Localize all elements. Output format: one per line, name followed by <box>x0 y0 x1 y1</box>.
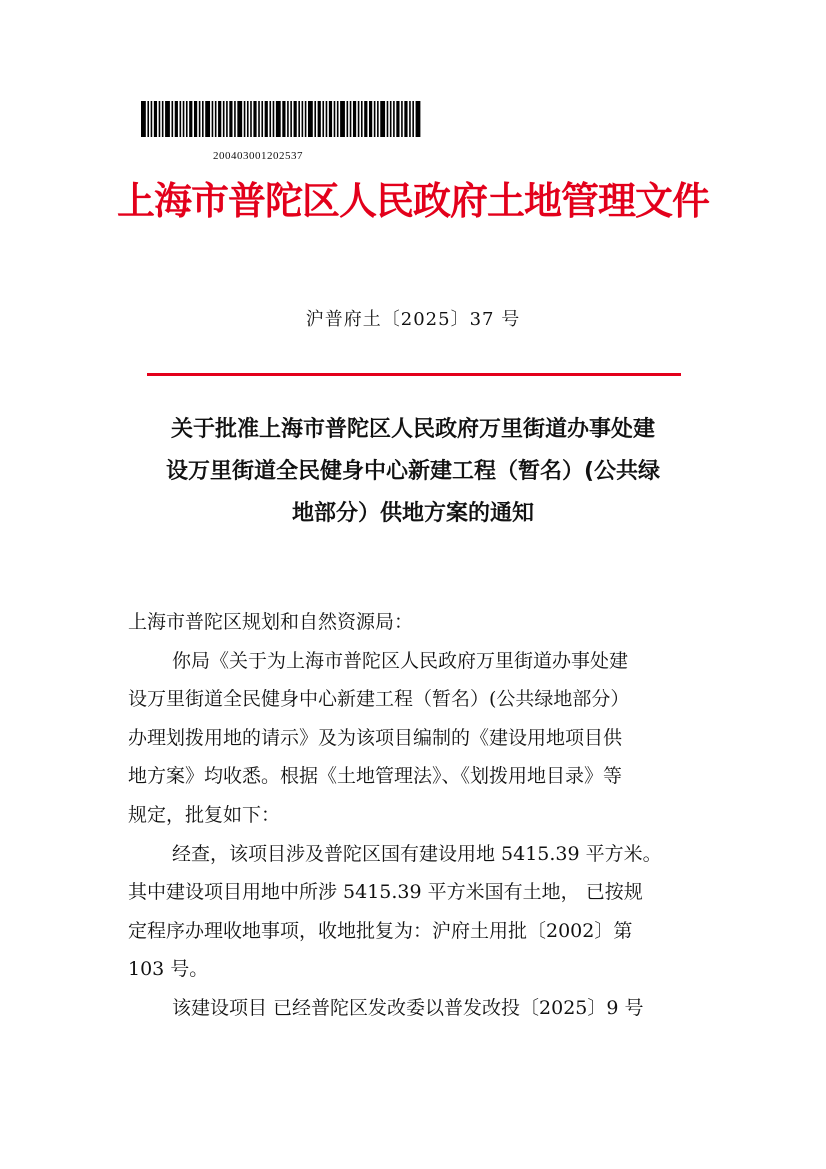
barcode-bar <box>141 101 146 137</box>
barcode-bar <box>194 101 197 137</box>
barcode-bar <box>186 101 188 137</box>
barcode-bar <box>369 101 372 137</box>
barcode-bar <box>202 101 204 137</box>
barcode-bar <box>199 101 201 137</box>
paragraph-line: 经查，该项目涉及普陀区国有建设用地 5415.39 平方米。 <box>172 842 662 865</box>
paragraph-line: 设万里街道全民健身中心新建工程（暂名）(公共绿地部分） <box>128 688 630 711</box>
notice-subject <box>122 409 704 535</box>
barcode-bar <box>416 101 421 137</box>
barcode-bar <box>226 101 228 137</box>
barcode-bar <box>183 101 185 137</box>
barcode-bar <box>244 101 246 137</box>
barcode-bar <box>322 101 324 137</box>
subject-line: 设万里街道全民健身中心新建工程（暂名）(公共绿 <box>165 459 661 484</box>
paragraph-line: 定程序办理收地事项，收地批复为：沪府土用批〔2002〕第 <box>128 919 633 942</box>
barcode-bar <box>361 101 363 137</box>
barcode-bar <box>175 101 178 137</box>
barcode-bar <box>269 101 271 137</box>
barcode-bar <box>180 101 182 137</box>
barcode-bar <box>364 101 367 137</box>
barcode-bar <box>218 101 221 137</box>
paragraph-line: 其中建设项目用地中所涉 5415.39 平方米国有土地， 已按规 <box>128 881 643 904</box>
barcode-bar <box>404 101 407 137</box>
paragraph <box>128 989 713 1028</box>
barcode-bar <box>377 101 379 137</box>
barcode-bar <box>162 101 164 137</box>
barcode-bar <box>261 101 263 137</box>
barcode-bar <box>215 101 217 137</box>
barcode-bar <box>396 101 399 137</box>
barcode-bar <box>350 101 352 137</box>
paragraph <box>128 642 713 835</box>
barcode-bar <box>212 101 214 137</box>
barcode-bar <box>159 101 161 137</box>
addressee: 上海市普陀区规划和自然资源局： <box>128 611 414 633</box>
paragraph-line: 该建设项目 已经普陀区发改委以普发改投〔2025〕9 号 <box>172 996 644 1019</box>
barcode-bar <box>302 101 304 137</box>
notice-body <box>128 603 713 1028</box>
barcode-bar <box>247 101 249 137</box>
barcode-bar <box>147 101 149 137</box>
barcode-bar <box>223 101 225 137</box>
barcode-bar <box>287 101 289 137</box>
barcode-number: 200403001202537 <box>213 150 303 162</box>
barcode-bar <box>250 101 252 137</box>
barcode-bar <box>276 101 281 137</box>
barcode-bar <box>237 101 242 137</box>
barcode-bar <box>329 101 332 137</box>
paragraph-line: 办理划拨用地的请示》及为该项目编制的《建设用地项目供 <box>128 726 623 749</box>
barcode-bar <box>273 101 275 137</box>
barcode-bar <box>172 101 174 137</box>
document-number: 沪普府土〔2025〕37 号 <box>305 309 521 330</box>
barcode-bar <box>340 101 345 137</box>
barcode-bar <box>387 101 389 137</box>
red-divider-line <box>147 373 681 376</box>
barcode-bar <box>358 101 360 137</box>
barcode-bar <box>314 101 316 137</box>
paragraph <box>128 835 713 989</box>
barcode-bar <box>258 101 260 137</box>
barcode-bar <box>229 101 232 137</box>
paragraph-line: 地方案》均收悉。根据《土地管理法》、《划拨用地目录》等 <box>128 765 623 788</box>
barcode-bar <box>318 101 321 137</box>
barcode-bar <box>151 101 153 137</box>
subject-line: 关于批准上海市普陀区人民政府万里街道办事处建 <box>170 417 655 442</box>
paragraph-line: 规定，批复如下： <box>128 803 281 826</box>
barcode-bar <box>401 101 403 137</box>
barcode-bar <box>409 101 411 137</box>
barcode-bar <box>234 101 236 137</box>
barcode-bar <box>290 101 292 137</box>
barcode-bar <box>390 101 392 137</box>
barcode-bar <box>154 101 157 137</box>
barcode-bar <box>337 101 339 137</box>
barcode-bar <box>347 101 349 137</box>
barcode-bar <box>380 101 385 137</box>
paragraph-line: 103 号。 <box>128 958 209 981</box>
barcode-bar <box>326 101 328 137</box>
barcode-bar <box>205 101 210 137</box>
barcode-bar <box>165 101 170 137</box>
barcode-bar <box>298 101 300 137</box>
subject-line: 地部分）供地方案的通知 <box>291 501 534 526</box>
barcode-bar <box>305 101 307 137</box>
barcode-bar <box>265 101 268 137</box>
barcode-bar <box>253 101 256 137</box>
barcode-bar <box>393 101 395 137</box>
barcode-bar <box>353 101 356 137</box>
barcode-bar <box>189 101 192 137</box>
barcode-bar <box>282 101 285 137</box>
document-title: 上海市普陀区人民政府土地管理文件 <box>116 178 709 223</box>
barcode <box>141 101 422 137</box>
paragraph-line: 你局《关于为上海市普陀区人民政府万里街道办事处建 <box>172 649 629 672</box>
barcode-bar <box>412 101 414 137</box>
barcode-bar <box>374 101 376 137</box>
barcode-bar <box>294 101 297 137</box>
barcode-bar <box>334 101 336 137</box>
barcode-bar <box>308 101 313 137</box>
